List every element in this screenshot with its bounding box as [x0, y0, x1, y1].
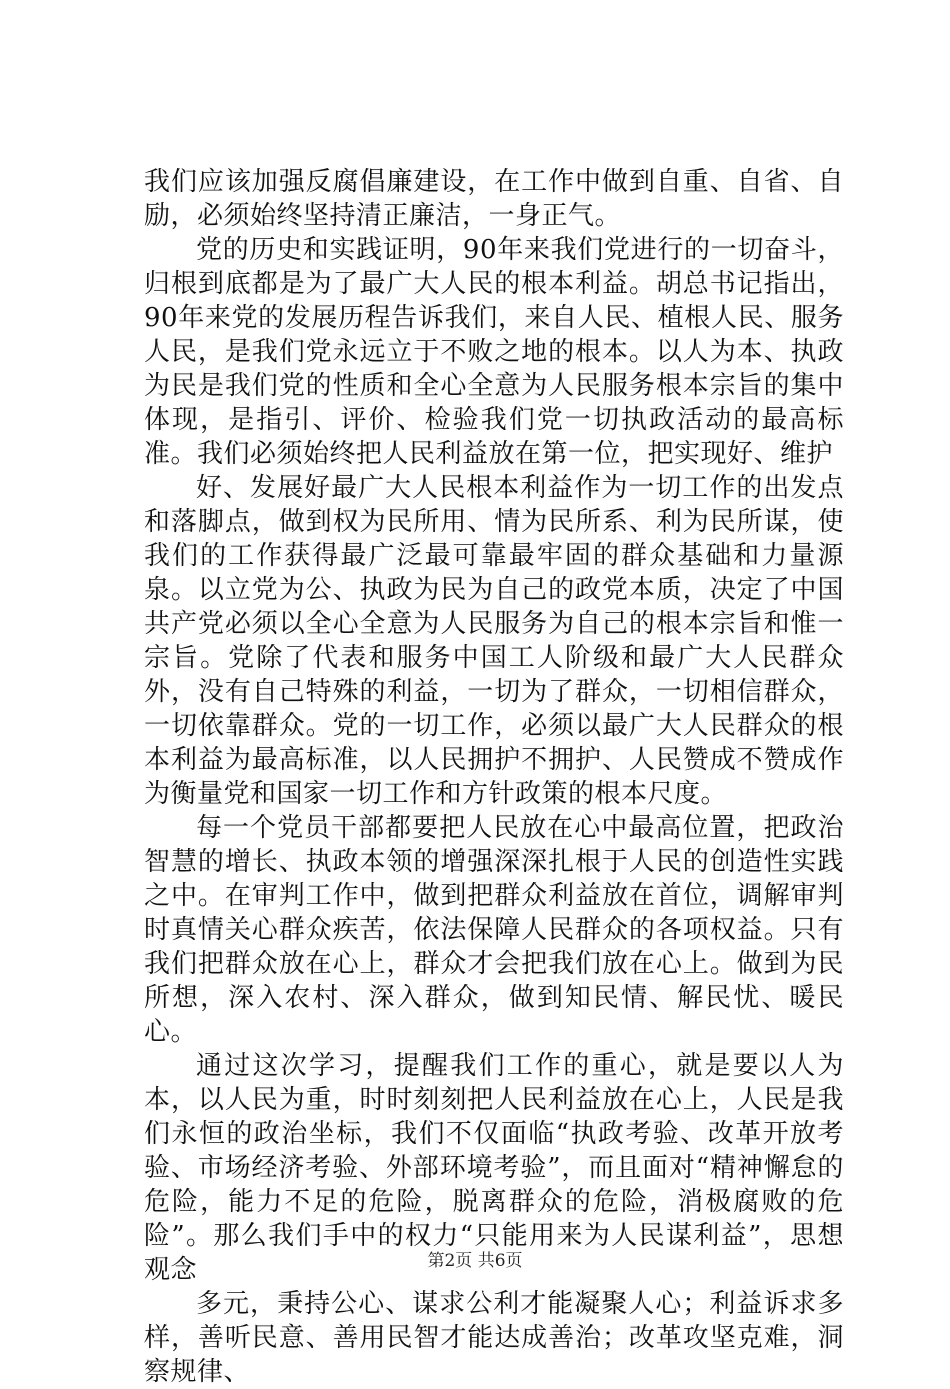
paragraph-6: 多元，秉持公心、谋求公利才能凝聚人心；利益诉求多样，善听民意、善用民智才能达成善治；改革攻坚克难，洞察规律、	[144, 1289, 844, 1387]
paragraph-4: 每一个党员干部都要把人民放在心中最高位置，把政治智慧的增长、执政本领的增强深深扎根于人民的创造性实践之中。在审判工作中，做到把群众利益放在首位，调解审判时真情关心群众疾苦，依法保障人民群众的各项权益。只有我们把群众放在心上，群众才会把我们放在心上。做到为民所想，深入农村、深入群众，做到知民情、解民忧、暖民心。	[144, 813, 844, 1047]
document-body	[144, 165, 844, 1389]
paragraph-2: 党的历史和实践证明，90年来我们党进行的一切奋斗，归根到底都是为了最广大人民的根本利益。胡总书记指出，90年来党的发展历程告诉我们，来自人民、植根人民、服务人民，是我们党永远立于不败之地的根本。以人为本、执政为民是我们党的性质和全心全意为人民服务根本宗旨的集中体现，是指引、评价、检验我们党一切执政活动的最高标准。我们必须始终把人民利益放在第一位，把实现好、维护	[144, 235, 844, 469]
paragraph-1: 我们应该加强反腐倡廉建设，在工作中做到自重、自省、自励，必须始终坚持清正廉洁，一身正气。	[144, 167, 844, 231]
page-number-footer: 第2页 共6页	[427, 1251, 523, 1271]
paragraph-5: 通过这次学习，提醒我们工作的重心，就是要以人为本，以人民为重，时时刻刻把人民利益放在心上，人民是我们永恒的政治坐标，我们不仅面临“执政考验、改革开放考验、市场经济考验、外部环境考验”，而且面对“精神懈怠的危险，能力不足的危险，脱离群众的危险，消极腐败的危险”。那么我们手中的权力“只能用来为人民谋利益”，思想观念	[144, 1051, 844, 1285]
paragraph-3: 好、发展好最广大人民根本利益作为一切工作的出发点和落脚点，做到权为民所用、情为民所系、利为民所谋，使我们的工作获得最广泛最可靠最牢固的群众基础和力量源泉。以立党为公、执政为民为自己的政党本质，决定了中国共产党必须以全心全意为人民服务为自己的根本宗旨和惟一宗旨。党除了代表和服务中国工人阶级和最广大人民群众外，没有自己特殊的利益，一切为了群众，一切相信群众，一切依靠群众。党的一切工作，必须以最广大人民群众的根本利益为最高标准，以人民拥护不拥护、人民赞成不赞成作为衡量党和国家一切工作和方针政策的根本尺度。	[144, 473, 844, 809]
